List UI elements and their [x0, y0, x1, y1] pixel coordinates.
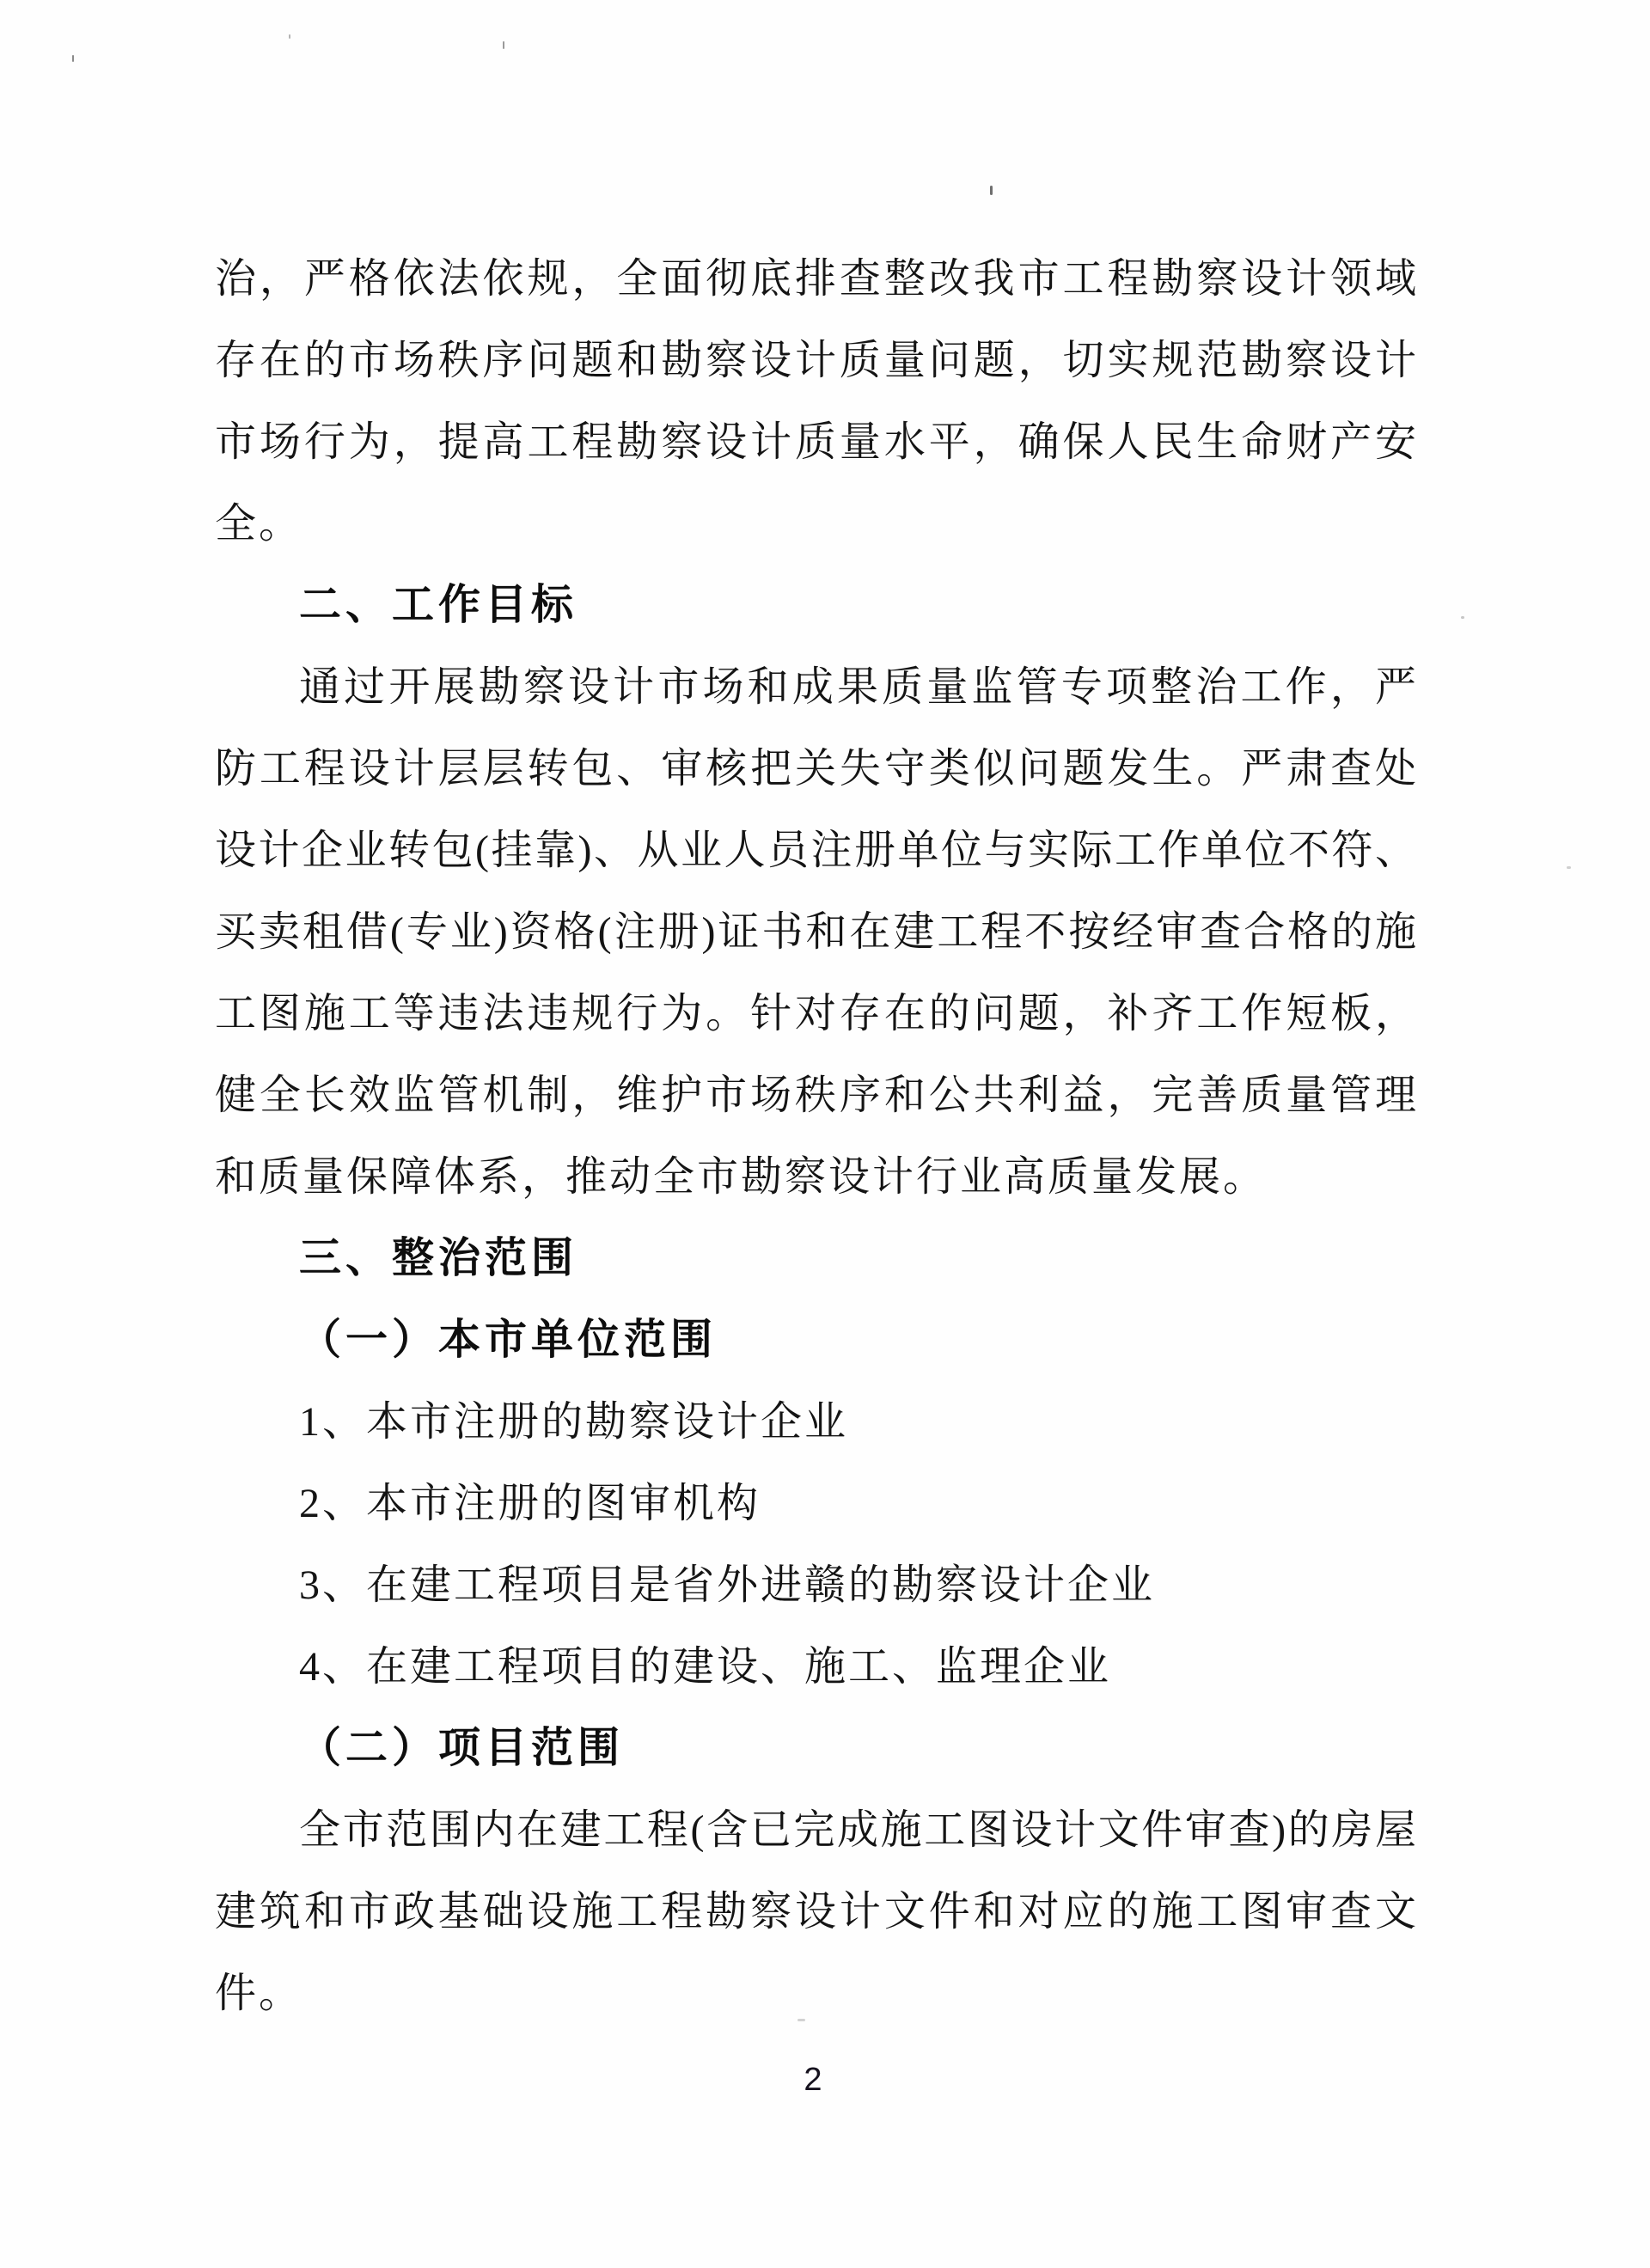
list-item: 4、在建工程项目的建设、施工、监理企业	[299, 1644, 1112, 1690]
paragraph-line: 和质量保障体系，推动全市勘察设计行业高质量发展。	[215, 1154, 1268, 1200]
paragraph-line: 建筑和市政基础设施工程勘察设计文件和对应的施工图审查文	[215, 1889, 1418, 1935]
paragraph-line: 全市范围内在建工程(含已完成施工图设计文件审查)的房屋	[299, 1807, 1418, 1853]
paragraph-line: 全。	[215, 501, 303, 547]
scan-speck	[503, 41, 504, 49]
paragraph-line: 防工程设计层层转包、审核把关失守类似问题发生。严肃查处	[215, 746, 1418, 792]
paragraph-line: 市场行为，提高工程勘察设计质量水平，确保人民生命财产安	[215, 419, 1418, 465]
scan-speck	[72, 55, 74, 62]
paragraph-line: 买卖租借(专业)资格(注册)证书和在建工程不按经审查合格的施	[215, 909, 1418, 955]
page-number: 2	[804, 2062, 822, 2098]
subsection-heading-unit-scope: （一）本市单位范围	[299, 1317, 718, 1363]
scan-speck	[289, 34, 290, 39]
subsection-heading-project-scope: （二）项目范围	[299, 1725, 625, 1771]
scan-speck	[798, 2019, 805, 2021]
scan-speck	[1567, 866, 1571, 869]
paragraph-line: 健全长效监管机制，维护市场秩序和公共利益，完善质量管理	[215, 1073, 1418, 1118]
paragraph-line: 通过开展勘察设计市场和成果质量监管专项整治工作，严	[299, 664, 1418, 710]
list-item: 3、在建工程项目是省外进赣的勘察设计企业	[299, 1562, 1156, 1608]
list-item: 1、本市注册的勘察设计企业	[299, 1399, 849, 1445]
paragraph-line: 件。	[215, 1971, 303, 2016]
section-heading-work-goals: 二、工作目标	[299, 582, 578, 628]
paragraph-line: 存在的市场秩序问题和勘察设计质量问题，切实规范勘察设计	[215, 338, 1418, 383]
paragraph-line: 设计企业转包(挂靠)、从业人员注册单位与实际工作单位不符、	[215, 828, 1418, 873]
paragraph-line: 治，严格依法依规，全面彻底排查整改我市工程勘察设计领域	[215, 256, 1418, 302]
paragraph-line: 工图施工等违法违规行为。针对存在的问题，补齐工作短板，	[215, 991, 1418, 1036]
section-heading-scope: 三、整治范围	[299, 1235, 578, 1281]
scan-speck	[1461, 616, 1464, 619]
scan-speck	[990, 186, 993, 195]
document-body	[215, 238, 1418, 2034]
list-item: 2、本市注册的图审机构	[299, 1481, 761, 1526]
